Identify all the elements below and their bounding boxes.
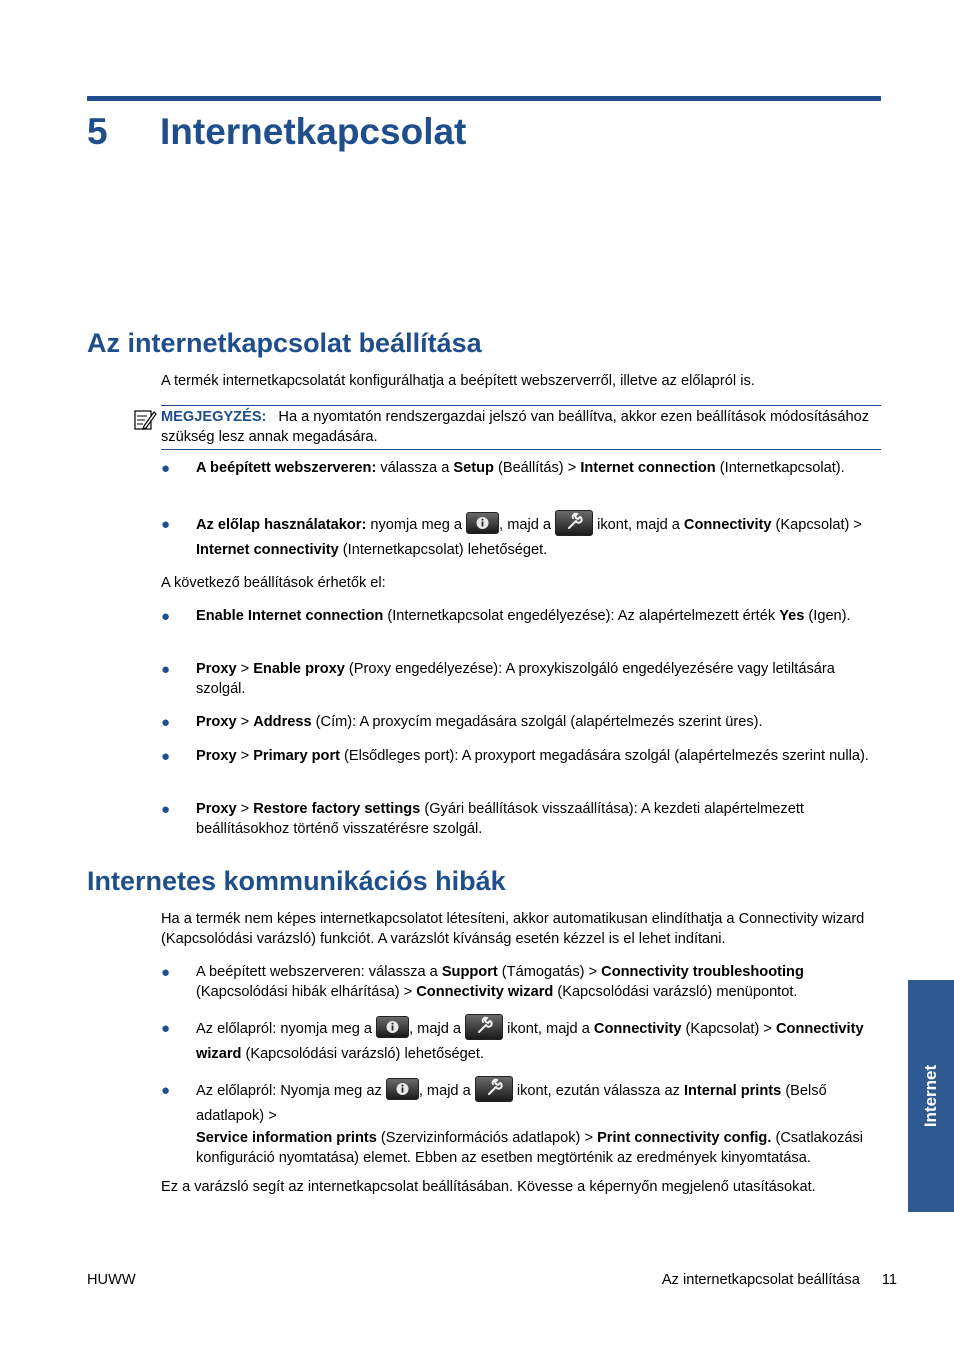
text: , majd a <box>409 1020 466 1037</box>
bullet-icon: ● <box>161 608 171 625</box>
bold-text: Connectivity troubleshooting <box>601 964 804 980</box>
bullet-icon: ● <box>161 748 171 765</box>
side-tab <box>908 980 954 1212</box>
text: ikont, ezután válassza az <box>512 1082 684 1099</box>
bold-text: Connectivity <box>593 1020 682 1037</box>
section1-intro: A termék internetkapcsolatát konfigurálhatja a beépített webszerverről, illetve az előlapról is. <box>161 373 755 389</box>
chapter-title-text: Internetkapcsolat <box>160 111 467 152</box>
text: > <box>236 748 254 764</box>
info-icon <box>386 1078 419 1100</box>
text: (Kapcsolat) > <box>681 1020 776 1037</box>
wrench-icon <box>465 1014 503 1040</box>
list-item <box>161 607 885 627</box>
text: (Proxy engedélyezése): A proxykiszolgáló engedélyezésére vagy letiltására szolgál. <box>196 661 835 697</box>
info-icon <box>466 512 499 534</box>
page-number: 11 <box>881 1272 897 1288</box>
text: válassza a <box>376 460 454 476</box>
list-item <box>161 1078 885 1168</box>
bullet-icon: ● <box>161 460 171 477</box>
footer-right <box>662 1272 897 1288</box>
bold-text: Proxy <box>196 748 237 764</box>
chapter-rule <box>87 96 881 101</box>
text: (Szervizinformációs adatlapok) > <box>376 1130 598 1146</box>
text: (Elsődleges port): A proxyport megadására szolgál (alapértelmezés szerint nulla). <box>339 748 869 764</box>
list-item <box>161 459 885 479</box>
wrench-icon <box>475 1076 513 1102</box>
bold-text: Restore factory settings <box>253 801 421 817</box>
text: ikont, majd a <box>593 516 684 533</box>
text: , majd a <box>499 516 556 533</box>
note-label: MEGJEGYZÉS: <box>161 409 267 425</box>
bold-text: Connectivity wizard <box>416 983 554 1000</box>
bold-text: Setup <box>453 460 494 476</box>
bold-text: Proxy <box>196 801 237 817</box>
list-item <box>161 747 885 767</box>
text: (Belső adatlapok) > <box>196 1082 827 1124</box>
list-item <box>161 963 885 1002</box>
bullet-icon: ● <box>161 964 171 981</box>
text: (Kapcsolat) > <box>771 516 862 533</box>
text: A beépített webszerveren: válassza a <box>196 964 442 980</box>
bold-text: Az előlap használatakor: <box>196 516 367 533</box>
info-icon <box>376 1016 409 1038</box>
text: Az előlapról: nyomja meg a <box>196 1020 377 1037</box>
text: (Gyári beállítások visszaállítása): A kezdeti alapértelmezett beállításokhoz történő visszatérésre szolgál. <box>196 801 804 837</box>
text: nyomja meg a <box>366 516 467 533</box>
section2-intro: Ha a termék nem képes internetkapcsolatot létesíteni, akkor automatikusan elindíthatja a Connectivity wizard (Kapcsolódási varázsló) funkciót. A varázslót kívánság esetén kézzel is el lehet indítani. <box>161 911 865 947</box>
bullet-icon: ● <box>161 801 171 818</box>
list-item <box>161 800 885 839</box>
bullet-icon: ● <box>161 661 171 678</box>
list-item <box>161 713 885 733</box>
text: Az előlapról: Nyomja meg az <box>196 1082 386 1099</box>
text: > <box>236 714 254 730</box>
text: > <box>236 801 254 817</box>
bold-text: Enable Internet connection <box>196 608 384 624</box>
bullet-icon: ● <box>161 714 171 731</box>
chapter-number: 5 <box>87 111 108 152</box>
bold-text: Internet connection <box>580 460 716 476</box>
text: (Kapcsolódási hibák elhárítása) > <box>196 983 417 1000</box>
bullet-icon: ● <box>161 516 171 533</box>
bold-text: Internal prints <box>683 1082 782 1099</box>
note-text: Ha a nyomtatón rendszergazdai jelszó van beállítva, akkor ezen beállítások módosításához szükség lesz annak megadására. <box>161 409 869 445</box>
section2-closing: Ez a varázsló segít az internetkapcsolat beállításában. Kövesse a képernyőn megjelenő utasításokat. <box>161 1179 816 1195</box>
text: (Támogatás) > <box>497 964 602 980</box>
text: (Beállítás) > <box>493 460 581 476</box>
text: (Kapcsolódási varázsló) menüpontot. <box>553 983 798 1000</box>
footer-left: HUWW <box>87 1272 136 1288</box>
bold-text: Connectivity <box>683 516 772 533</box>
text: (Internetkapcsolat). <box>715 460 845 476</box>
text: (Kapcsolódási varázsló) lehetőséget. <box>241 1046 484 1062</box>
list-item <box>161 512 885 563</box>
text: ikont, majd a <box>503 1020 594 1037</box>
footer-section: Az internetkapcsolat beállítása <box>661 1272 860 1288</box>
bold-text: Connectivity wizard <box>196 1020 864 1062</box>
note-pencil-icon <box>133 407 157 431</box>
bold-text: Proxy <box>196 714 237 730</box>
list-item <box>161 1016 885 1067</box>
wrench-icon <box>555 510 593 536</box>
section-heading-errors: Internetes kommunikációs hibák <box>87 866 506 896</box>
text: (Csatlakozási konfiguráció nyomtatása) elemet. Ebben az esetben megtörténik az eredmények kinyomtatása. <box>196 1130 864 1166</box>
section-heading-setup: Az internetkapcsolat beállítása <box>87 328 482 358</box>
bold-text: A beépített webszerveren: <box>196 460 377 476</box>
text: (Internetkapcsolat engedélyezése): Az alapértelmezett érték <box>383 608 780 624</box>
note-box <box>161 405 881 450</box>
bullet-icon: ● <box>161 1082 171 1099</box>
bold-text: Print connectivity config. <box>597 1130 772 1146</box>
text: , majd a <box>418 1082 475 1099</box>
text: (Igen). <box>804 608 851 624</box>
bold-text: Primary port <box>253 748 340 764</box>
bold-text: Address <box>253 714 312 730</box>
bold-text: Service information prints <box>196 1130 377 1146</box>
bullet-icon: ● <box>161 1020 171 1037</box>
bold-text: Enable proxy <box>253 661 345 677</box>
text: (Cím): A proxycím megadására szolgál (alapértelmezés szerint üres). <box>311 714 763 730</box>
list-item <box>161 660 885 699</box>
bold-text: Support <box>441 964 498 980</box>
chapter-title <box>87 110 466 154</box>
bold-text: Proxy <box>196 661 237 677</box>
settings-intro: A következő beállítások érhetők el: <box>161 575 386 591</box>
text: > <box>236 661 254 677</box>
bold-text: Yes <box>779 608 805 624</box>
side-tab-label: Internet <box>921 1064 940 1128</box>
text: (Internetkapcsolat) lehetőséget. <box>338 542 548 558</box>
bold-text: Internet connectivity <box>196 542 339 558</box>
